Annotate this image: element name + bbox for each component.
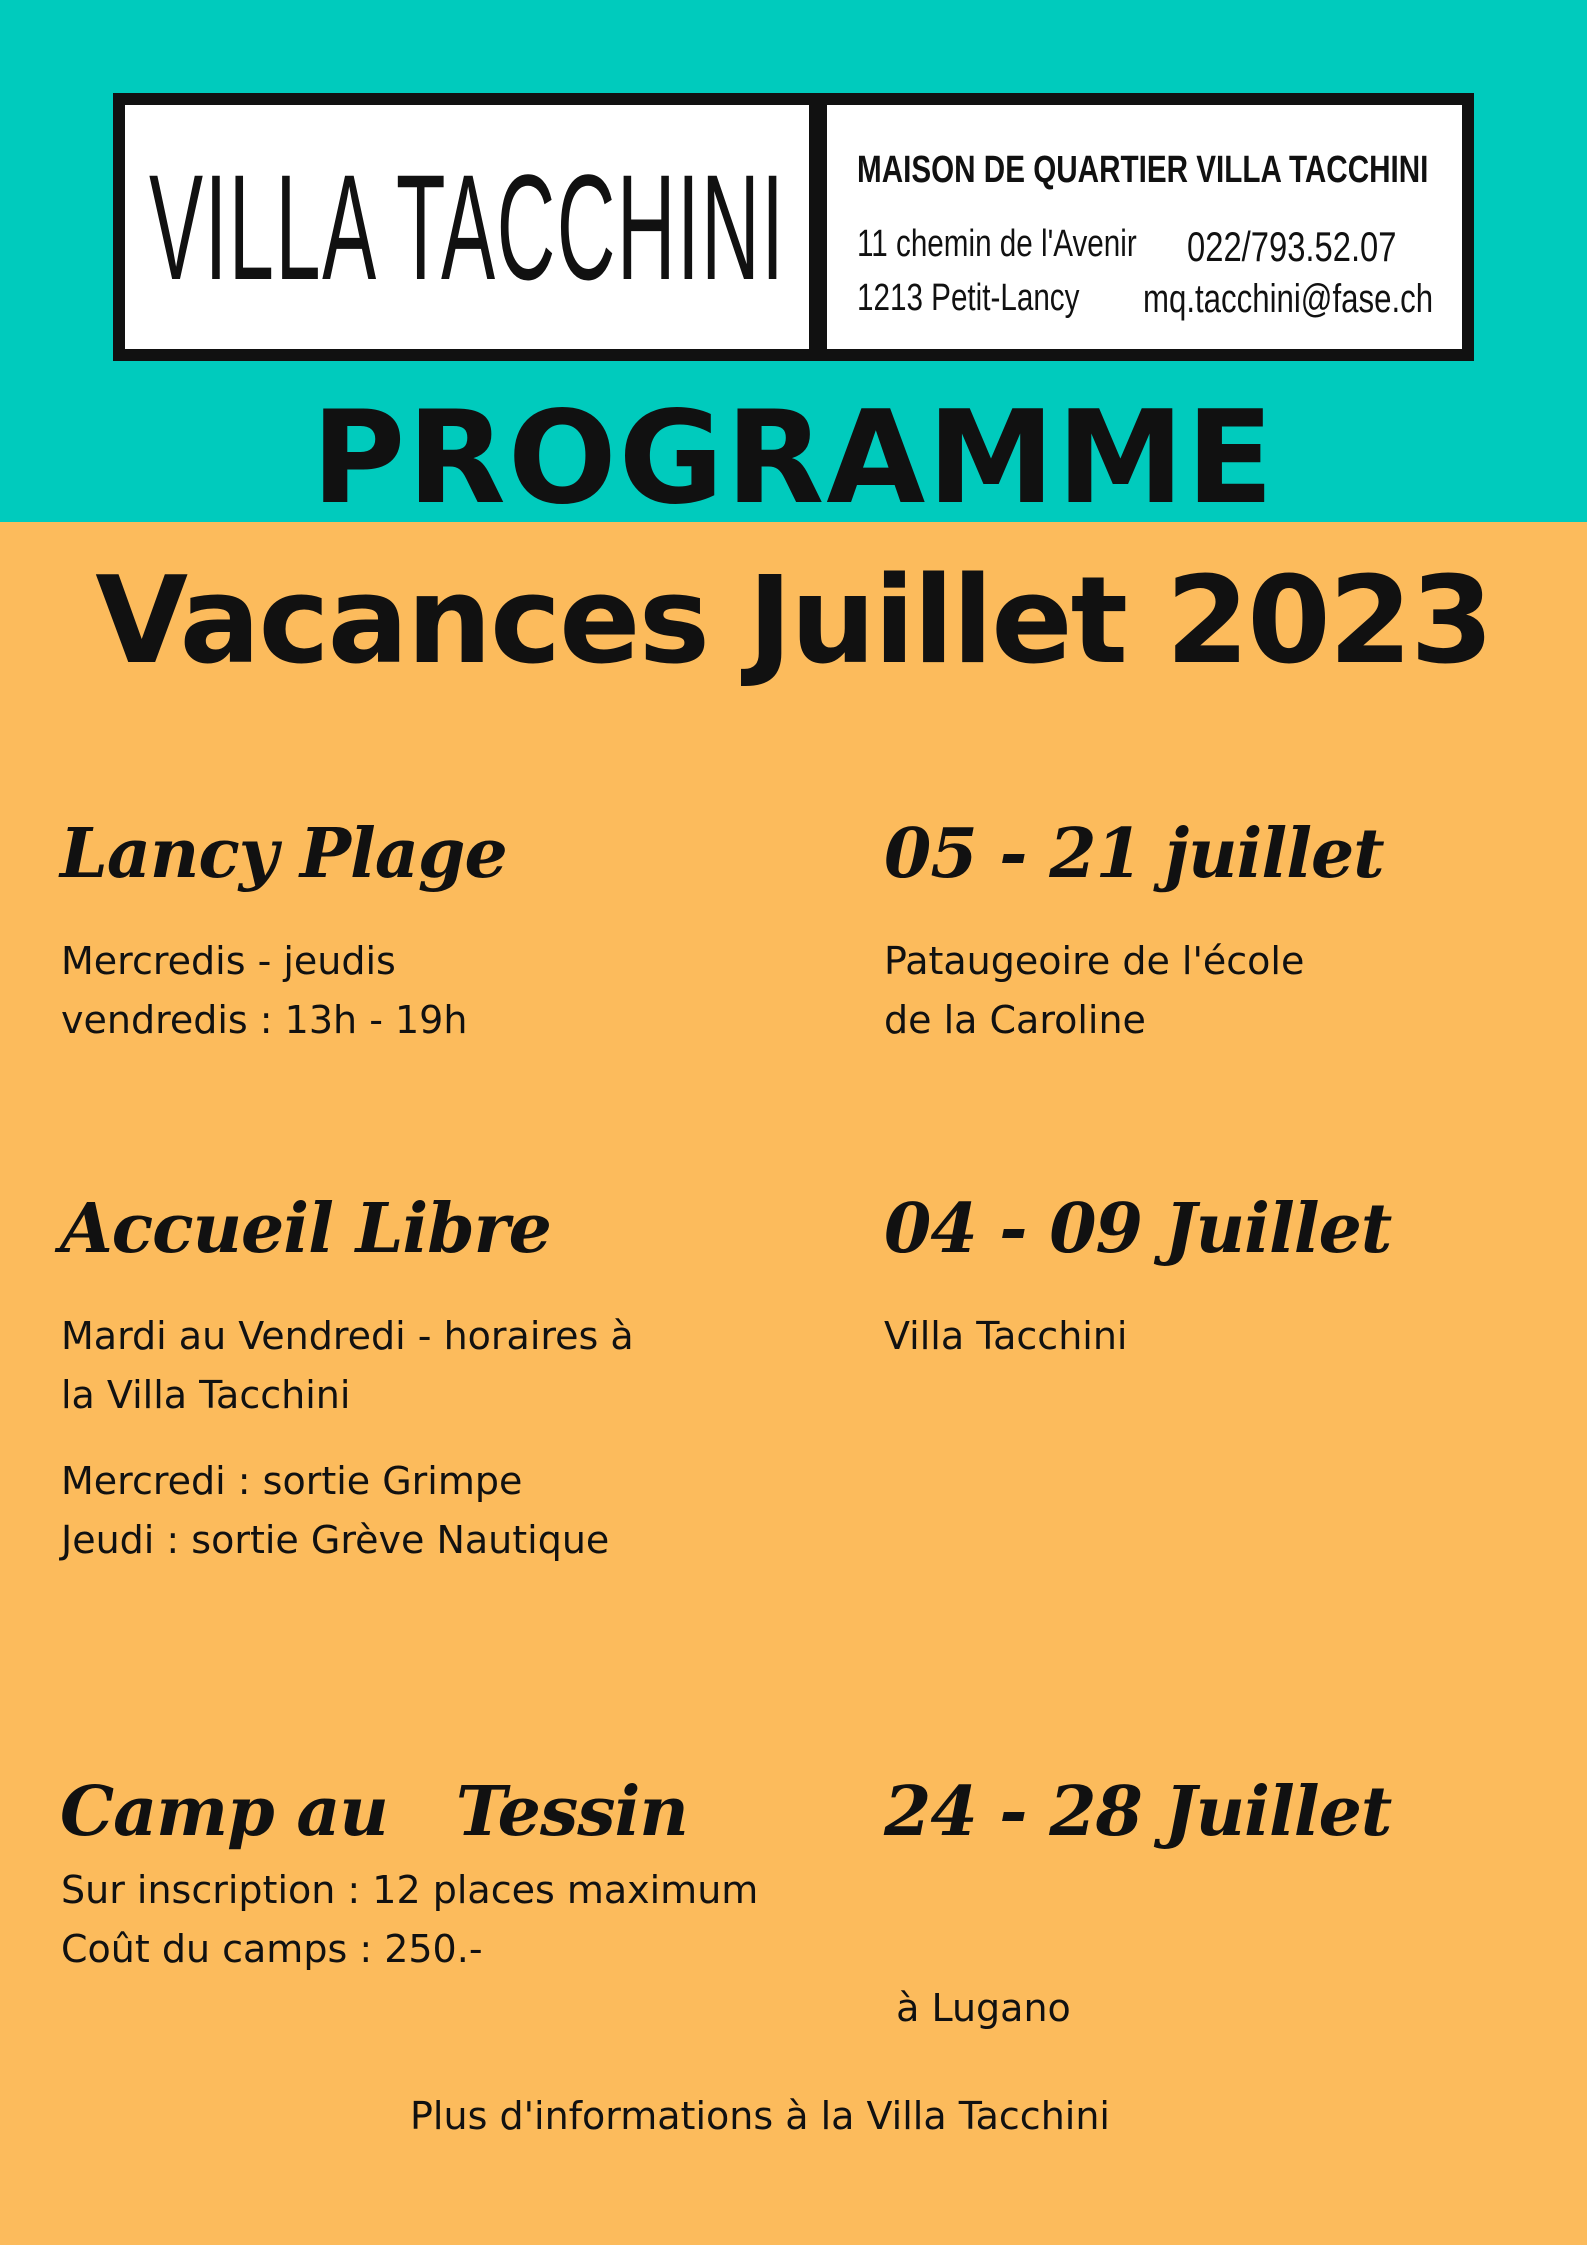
- detail-line: Sur inscription : 12 places maximum: [61, 1868, 759, 1912]
- detail-line: Mardi au Vendredi - horaires à: [61, 1314, 634, 1358]
- event-lancy-plage-dates: 05 - 21 juillet: [884, 814, 1384, 894]
- detail-line: la Villa Tacchini: [61, 1373, 351, 1417]
- organisation-title: MAISON DE QUARTIER VILLA TACCHINI: [857, 149, 1429, 191]
- event-accueil-libre-location: [884, 1307, 1127, 1366]
- email-address[interactable]: mq.tacchini@fase.ch: [1143, 277, 1434, 321]
- header-box: [113, 93, 1474, 361]
- location-line: Pataugeoire de l'école: [884, 939, 1305, 983]
- event-accueil-libre-outings: [61, 1452, 609, 1570]
- event-lancy-plage-title: Lancy Plage: [60, 814, 507, 894]
- programme-title: PROGRAMME: [311, 384, 1276, 533]
- event-accueil-libre-dates: 04 - 09 Juillet: [884, 1189, 1392, 1269]
- detail-line: Coût du camps : 250.-: [61, 1927, 483, 1971]
- programme-subtitle: Vacances Juillet 2023: [95, 552, 1492, 691]
- event-camp-tessin-details: [61, 1861, 758, 1979]
- outing-line: Jeudi : sortie Grève Nautique: [61, 1518, 610, 1562]
- event-camp-tessin-title: Camp au Tessin: [60, 1772, 688, 1852]
- phone-number: 022/793.52.07: [1187, 223, 1397, 270]
- event-camp-tessin-location: [884, 1861, 1071, 2097]
- event-accueil-libre-title: Accueil Libre: [60, 1189, 551, 1269]
- event-lancy-plage-location: [884, 932, 1304, 1050]
- event-accueil-libre-details: [61, 1307, 634, 1425]
- logo-panel: [125, 105, 809, 349]
- detail-line: Mercredis - jeudis: [61, 939, 396, 983]
- location-line: à Lugano: [884, 1986, 1071, 2030]
- footer-info: Plus d'informations à la Villa Tacchini: [410, 2094, 1110, 2138]
- event-camp-tessin-dates: 24 - 28 Juillet: [884, 1772, 1392, 1852]
- villa-tacchini-logo: VILLA TACCHINI: [148, 143, 786, 311]
- event-lancy-plage-details: [61, 932, 467, 1050]
- location-line: Villa Tacchini: [884, 1314, 1128, 1358]
- address-city: 1213 Petit-Lancy: [857, 277, 1080, 319]
- location-line: de la Caroline: [884, 998, 1146, 1042]
- detail-line: vendredis : 13h - 19h: [61, 998, 468, 1042]
- contact-panel: [827, 105, 1462, 349]
- outing-line: Mercredi : sortie Grimpe: [61, 1459, 523, 1503]
- address-street: 11 chemin de l'Avenir: [857, 223, 1137, 265]
